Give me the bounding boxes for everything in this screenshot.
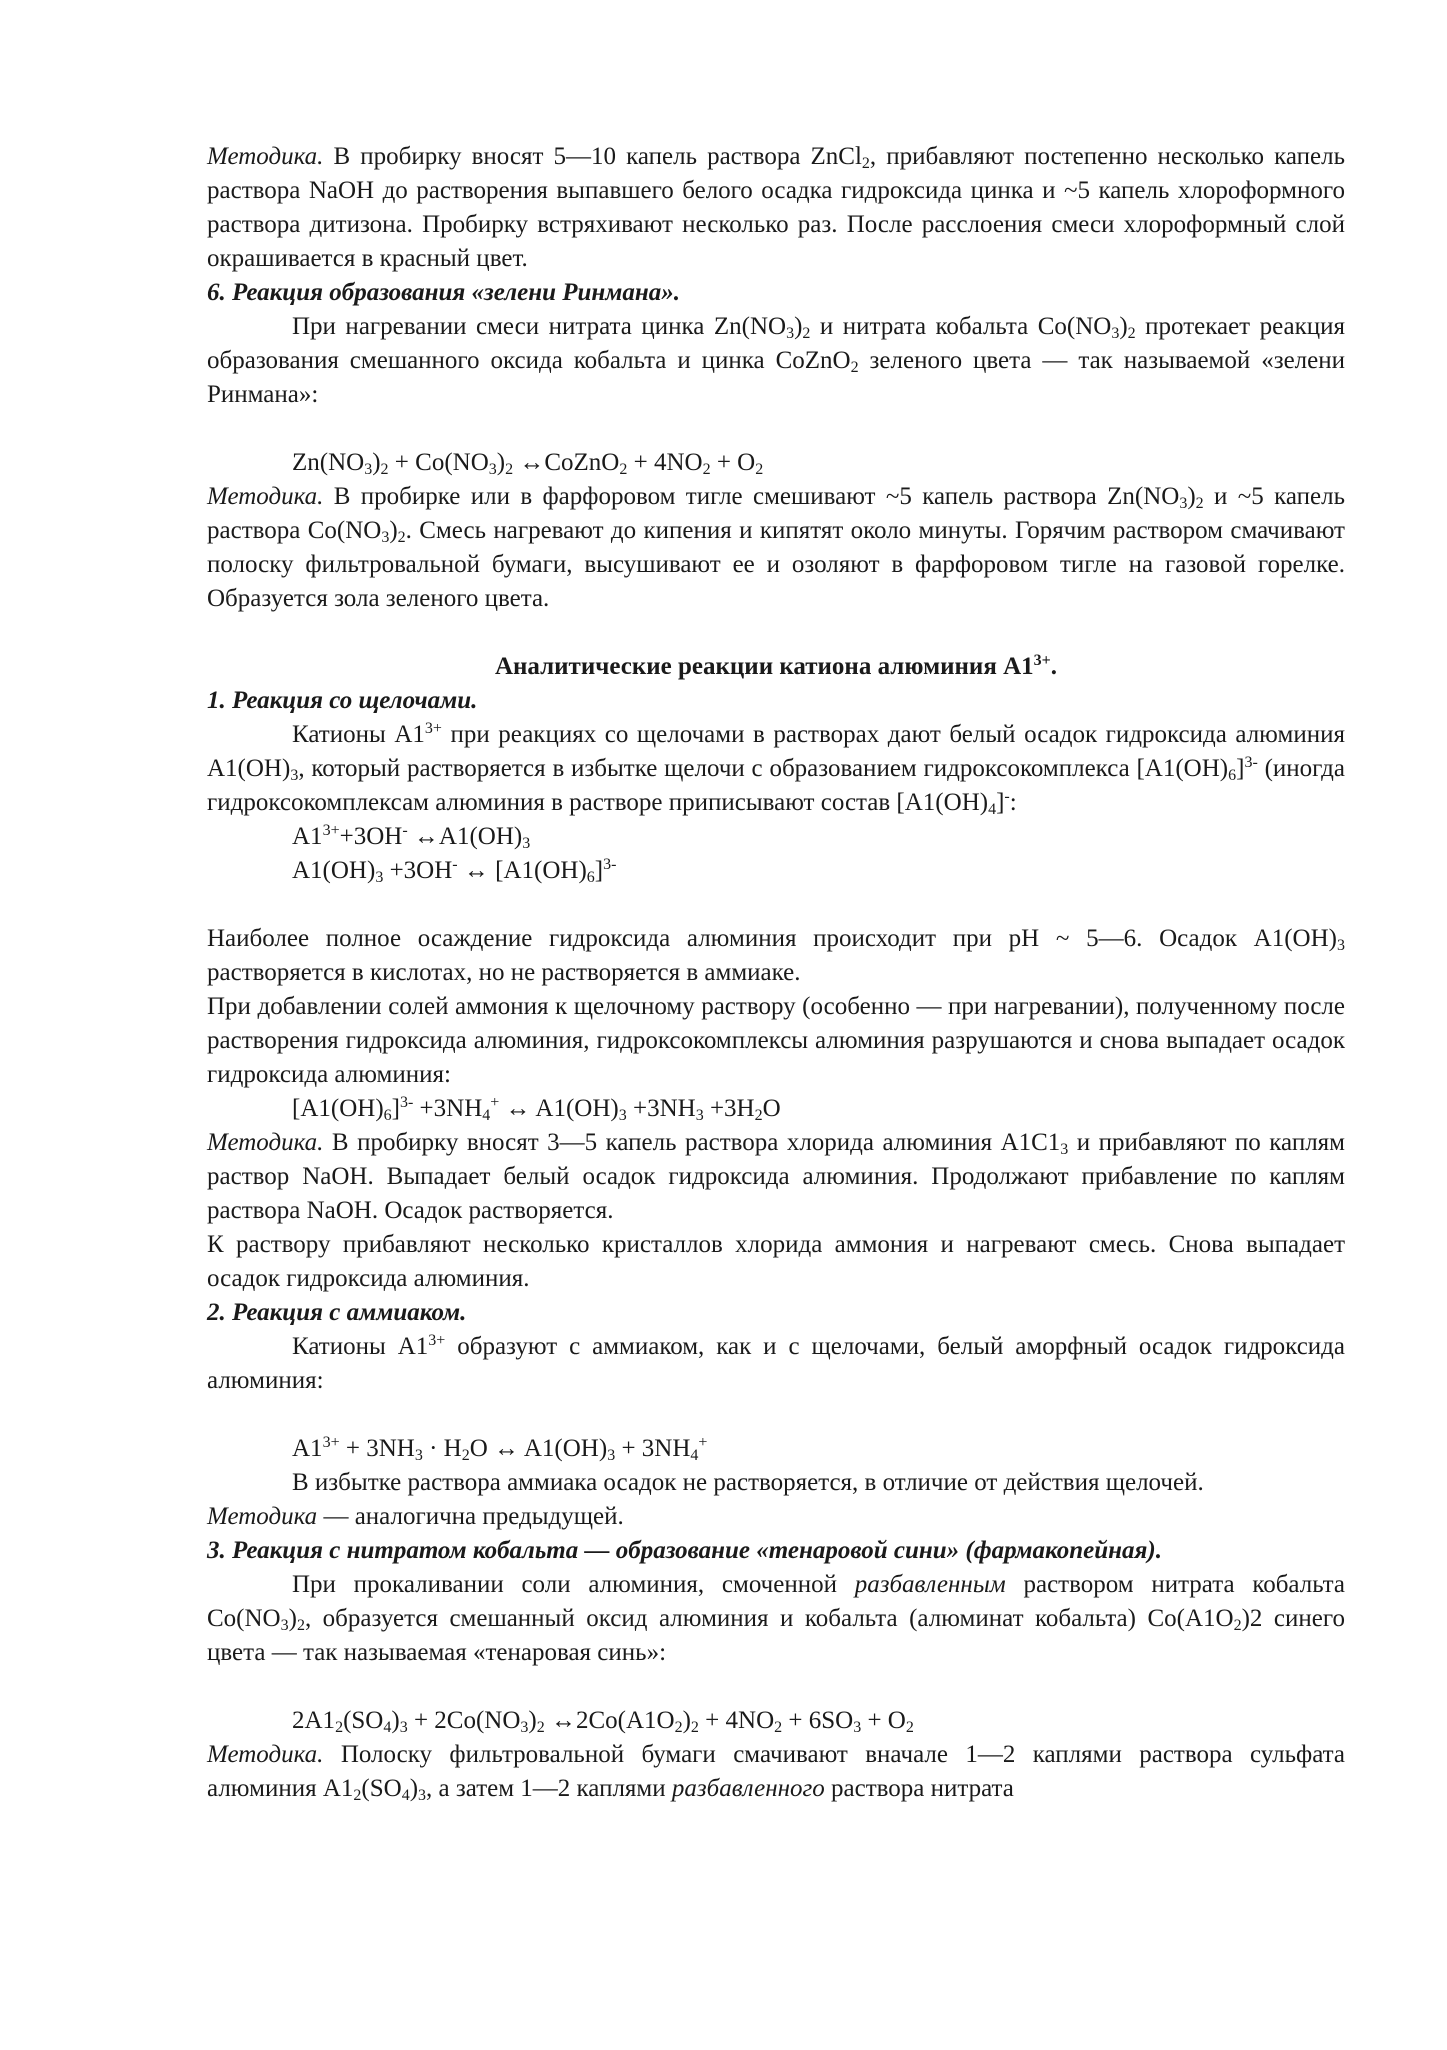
method-paragraph-p20: Методика — аналогична предыдущей. [207, 1503, 624, 1530]
method-paragraph-p5: Методика. В пробирке или в фарфоровом тигле смешивают ~5 капель раствора $Zn(NO_3)_2$ и ~5 капель раствора $Co(NO_3)_2$. Смесь нагревают до кипения и кипятят около минуты. Горячим раствором смачивают полоску фильтровальной бумаги, высушивают ее и озоляют в фарфоровом тигле на газовой горелке. Образуется зола зеленого цвета. [207, 483, 1346, 612]
chemical-equation-p13: $[A1(OH)_6]^{3-} +3NH_4^+$ ↔ $A1(OH)_3 +3NH_3 +3H_2O$ [292, 1094, 781, 1124]
chemical-equation-p18: $A1^{3+} + 3NH_3 \cdot H_2O$ ↔ $A1(OH)_3 + 3NH_4^+$ [292, 1434, 708, 1464]
page-content [207, 140, 1345, 1806]
body-paragraph-p22: При прокаливании соли алюминия, смоченной разбавленным раствором нитрата кобальта $Co(NO_3)_2$, образуется смешанный оксид алюминия и кобальта (алюминат кобальта) $Co(A1O_2)2$ синего цвета — так называемая «тенаровая синь»: [207, 1571, 1345, 1666]
section-title-p6: Аналитические реакции катиона алюминия $A1^{3+}$. [494, 652, 1058, 680]
section-heading-p2: 6. Реакция образования «зелени Ринмана». [207, 279, 681, 306]
section-heading-p21: 3. Реакция с нитратом кобальта — образование «тенаровой сини» (фармакопейная). [207, 1537, 1162, 1564]
method-paragraph-p11: Наиболее полное осаждение гидроксида алюминия происходит при pH ~ 5—6. Осадок $A1(OH)_3$ растворяется в кислотах, но не растворяется в аммиаке. [207, 925, 1345, 986]
method-paragraph-p1: Методика. В пробирку вносят 5—10 капель раствора ZnCl$_2$, прибавляют постепенно несколько капель раствора NaOH до растворения выпавшего белого осадка гидроксида цинка и ~5 капель хлороформного раствора дитизона. Пробирку встряхивают несколько раз. После расслоения смеси хлороформный слой окрашивается в красный цвет. [207, 143, 1345, 272]
method-paragraph-p12: При добавлении солей аммония к щелочному раствору (особенно — при нагревании), полученному после растворения гидроксида алюминия, гидроксокомплексы алюминия разрушаются и снова выпадает осадок гидроксида алюминия: [207, 993, 1345, 1088]
chemical-equation-p23: $2A1_2(SO_4)_3 + 2Co(NO_3)_2$ $\leftrightarrow 2Co(A1O_2)_2 + 4NO_2 + 6SO_3 + O_2$ [292, 1707, 914, 1736]
section-heading-p7: 1. Реакция со щелочами. [207, 687, 478, 714]
chemical-equation-p10: $A1(OH)_3 +3OH^-$ ↔ $[A1(OH)_6]^{3-}$ [292, 856, 617, 886]
method-paragraph-p24: Методика. Полоску фильтровальной бумаги смачивают вначале 1—2 каплями раствора сульфата алюминия $A1_2(SO_4)_3$, а затем 1—2 каплями разбавленного раствора нитрата [207, 1741, 1345, 1804]
chemical-equation-p9: $A1^{3+}+3OH^-$ $\leftrightarrow A1(OH)_3$ [292, 822, 531, 852]
body-paragraph-p17: Катионы $A1^{3+}$ образуют с аммиаком, как и с щелочами, белый аморфный осадок гидроксида алюминия: [207, 1332, 1345, 1394]
body-paragraph-p19: В избытке раствора аммиака осадок не растворяется, в отличие от действия щелочей. [292, 1469, 1204, 1496]
method-paragraph-p14: Методика. В пробирку вносят 3—5 капель раствора хлорида алюминия $A1C1_3$ и прибавляют по каплям раствор NaOH. Выпадает белый осадок гидроксида алюминия. Продолжают прибавление по каплям раствора NaOH. Осадок растворяется. [207, 1129, 1345, 1224]
method-paragraph-p15: К раствору прибавляют несколько кристаллов хлорида аммония и нагревают смесь. Снова выпадает осадок гидроксида алюминия. [207, 1231, 1345, 1292]
body-paragraph-p3: При нагревании смеси нитрата цинка $Zn(NO_3)_2$ и нитрата кобальта $Co(NO_3)_2$ протекает реакция образования смешанного оксида кобальта и цинка CoZnO$_2$ зеленого цвета — так называемой «зелени Ринмана»: [207, 313, 1345, 408]
section-heading-p16: 2. Реакция с аммиаком. [207, 1299, 467, 1326]
chemical-equation-p4: $Zn(NO_3)_2 + Co(NO_3)_2$ ↔CoZnO$_2$ + $4NO_2 + O_2$ [292, 449, 764, 478]
body-paragraph-p8: Катионы $A1^{3+}$ при реакциях со щелочами в растворах дают белый осадок гидроксида алюминия $A1(OH)_3$, который растворяется в избытке щелочи с образованием гидроксокомплекса $[A1(OH)_6]^{3-}$ (иногда гидроксокомплексам алюминия в растворе приписывают состав $[A1(OH)_4]^-$: [207, 720, 1345, 818]
